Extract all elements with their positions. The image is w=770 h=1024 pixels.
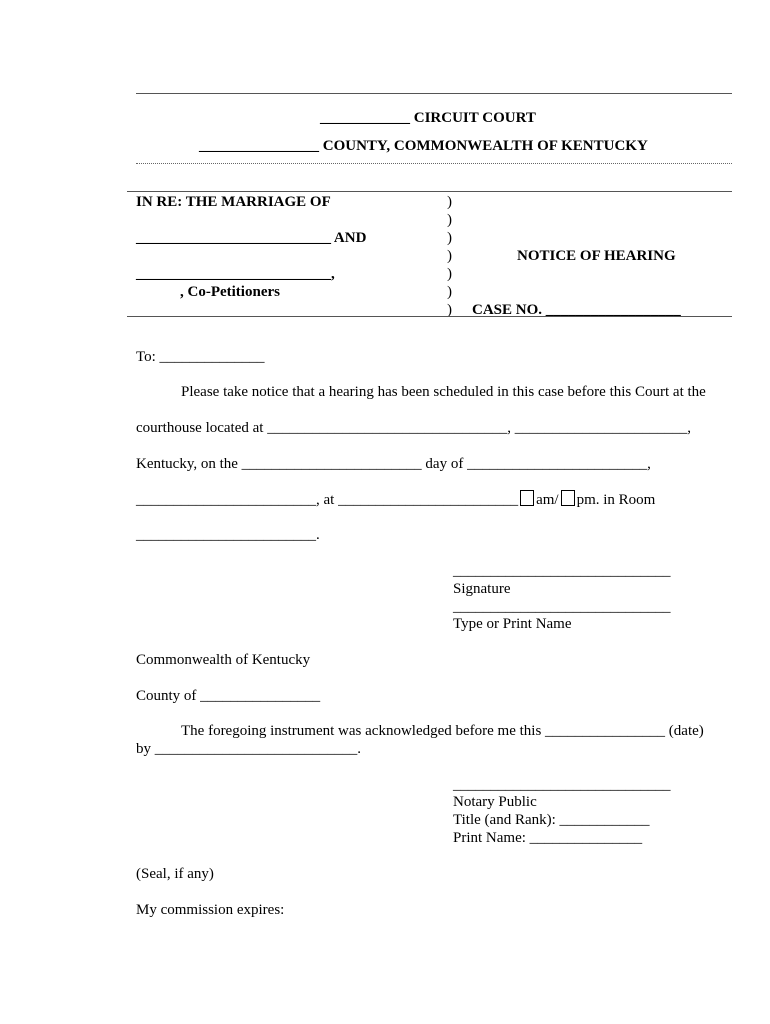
- county-of-line: County of ________________: [136, 688, 321, 704]
- caption-top-rule: [127, 191, 732, 192]
- courthouse-location-line: courthouse located at ________________________________, _______________________,: [136, 420, 691, 436]
- seal-label: (Seal, if any): [136, 866, 214, 882]
- circuit-court-heading: ____________ CIRCUIT COURT: [320, 110, 536, 126]
- caption-paren: ): [447, 230, 452, 246]
- caption-paren: ): [447, 302, 452, 318]
- am-checkbox[interactable]: [520, 490, 534, 506]
- notary-public-label: Notary Public: [453, 794, 537, 810]
- notice-sentence: Please take notice that a hearing has been scheduled in this case before this Court at the: [181, 384, 706, 400]
- caption-paren: ): [447, 266, 452, 282]
- notary-print-name-line: Print Name: _______________: [453, 830, 643, 846]
- petitioner-2-line: __________________________,: [136, 266, 335, 282]
- commonwealth-label: Commonwealth of Kentucky: [136, 652, 311, 668]
- notice-of-hearing-title: NOTICE OF HEARING: [517, 248, 676, 264]
- county-heading: ________________ COUNTY, COMMONWEALTH OF KENTUCKY: [199, 138, 648, 154]
- notary-signature-line: _____________________________: [453, 777, 671, 793]
- caption-paren: ): [447, 212, 452, 228]
- top-rule: [136, 93, 732, 94]
- print-name-line: _____________________________: [453, 599, 671, 615]
- in-re-label: IN RE: THE MARRIAGE OF: [136, 194, 331, 210]
- title-rank-line: Title (and Rank): ____________: [453, 812, 650, 828]
- caption-bottom-rule: [127, 316, 732, 317]
- signature-label: Signature: [453, 581, 511, 597]
- to-line: To: ______________: [136, 349, 265, 365]
- signature-line: _____________________________: [453, 563, 671, 579]
- petitioner-1-line: __________________________ AND: [136, 230, 367, 246]
- acknowledgment-line: The foregoing instrument was acknowledged before me this ________________ (date): [181, 723, 704, 739]
- print-name-label: Type or Print Name: [453, 616, 572, 632]
- pm-checkbox[interactable]: [561, 490, 575, 506]
- case-number: CASE NO. __________________: [472, 302, 681, 318]
- am-label: am/: [536, 492, 559, 508]
- co-petitioners-label: , Co-Petitioners: [180, 284, 280, 300]
- caption-paren: ): [447, 284, 452, 300]
- acknowledged-by-line: by ___________________________.: [136, 741, 361, 757]
- caption-paren: ): [447, 194, 452, 210]
- room-line: ________________________.: [136, 527, 320, 543]
- hearing-time-line: [136, 490, 655, 509]
- caption-paren: ): [447, 248, 452, 264]
- hearing-date-line: Kentucky, on the ________________________ day of ________________________,: [136, 456, 651, 472]
- header-bottom-rule: [136, 163, 732, 164]
- time-blanks: ________________________, at ________________________: [136, 492, 519, 508]
- commission-expires-label: My commission expires:: [136, 902, 285, 918]
- pm-room-label: pm. in Room: [576, 492, 656, 508]
